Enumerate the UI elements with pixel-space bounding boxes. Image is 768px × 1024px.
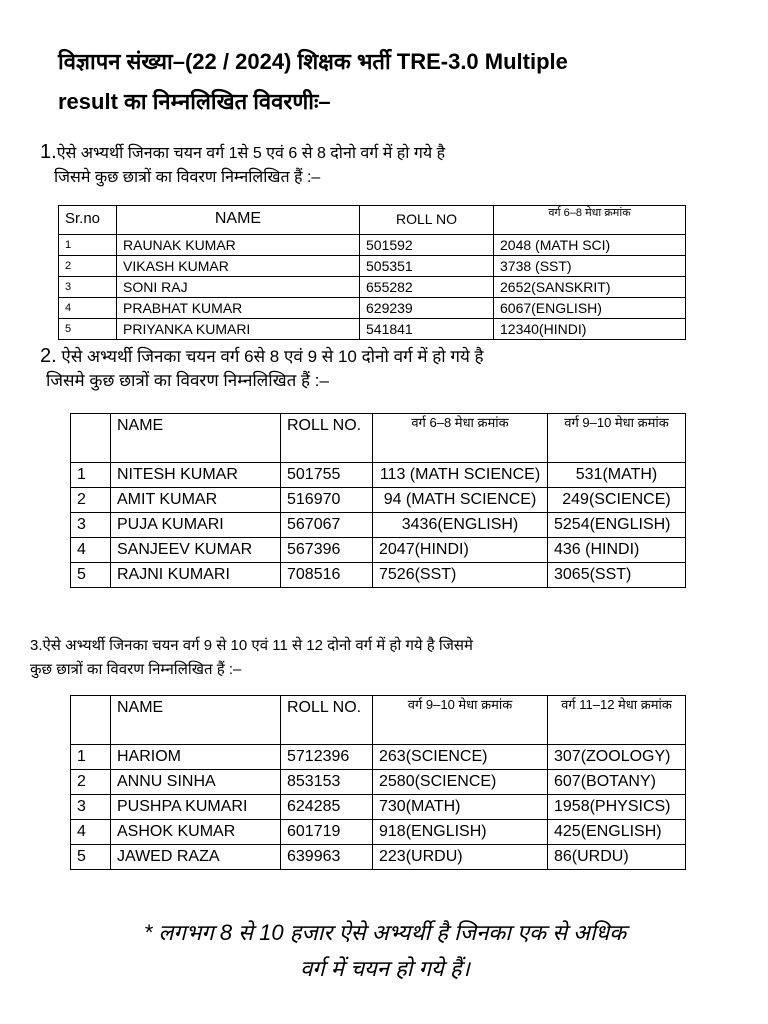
row-rank: 2652(SANSKRIT) — [494, 277, 686, 298]
col-header-name: NAME — [111, 414, 281, 463]
table-row — [59, 235, 686, 256]
col-header-srno: Sr.no — [59, 206, 117, 235]
row-roll: 501592 — [360, 235, 494, 256]
row-roll: 567396 — [281, 538, 373, 563]
row-roll: 541841 — [360, 319, 494, 340]
section-1-intro — [40, 140, 445, 190]
section-3-number: 3. — [30, 637, 43, 654]
row-roll: 624285 — [281, 795, 373, 820]
row-roll: 655282 — [360, 277, 494, 298]
row-name: PRIYANKA KUMARI — [117, 319, 360, 340]
section-1-text-line-1: ऐसे अभ्यर्थी जिनका चयन वर्ग 1से 5 एवं 6 से 8 दोनो वर्ग में हो गये है — [56, 145, 446, 162]
row-srno: 1 — [71, 745, 111, 770]
col-header-roll: ROLL NO. — [281, 696, 373, 745]
section-1-text-line-2: जिसमे कुछ छात्रों का विवरण निम्नलिखित हैं :– — [54, 169, 321, 186]
row-rank: 6067(ENGLISH) — [494, 298, 686, 319]
row-srno: 3 — [71, 513, 111, 538]
row-name: NITESH KUMAR — [111, 463, 281, 488]
table-row — [71, 488, 686, 513]
table-header-row — [71, 696, 686, 745]
table-row — [71, 820, 686, 845]
row-name: SONI RAJ — [117, 277, 360, 298]
row-rank-9-10: 249(SCIENCE) — [548, 488, 686, 513]
section-2-intro — [40, 344, 484, 393]
section-2-number: 2. — [40, 345, 57, 367]
section-3-intro — [30, 634, 690, 682]
row-srno: 2 — [71, 488, 111, 513]
row-rank-9-10: 223(URDU) — [373, 845, 548, 870]
row-rank-11-12: 607(BOTANY) — [548, 770, 686, 795]
row-srno: 3 — [71, 795, 111, 820]
section-2-text-line-1: ऐसे अभ्यर्थी जिनका चयन वर्ग 6से 8 एवं 9 से 10 दोनो वर्ग में हो गये है — [61, 347, 484, 366]
section-3-text-line-1: ऐसे अभ्यर्थी जिनका चयन वर्ग 9 से 10 एवं 11 से 12 दोनो वर्ग में हो गये है जिसमे — [42, 637, 474, 654]
col-header-rank-9-10: वर्ग 9–10 मेधा क्रमांक — [548, 414, 686, 463]
row-srno: 5 — [71, 563, 111, 588]
row-roll: 501755 — [281, 463, 373, 488]
row-roll: 5712396 — [281, 745, 373, 770]
col-header-rank-11-12: वर्ग 11–12 मेधा क्रमांक — [548, 696, 686, 745]
row-rank-9-10: 5254(ENGLISH) — [548, 513, 686, 538]
section-2-text-line-2: जिसमे कुछ छात्रों का विवरण निम्नलिखित हैं :– — [46, 371, 329, 390]
col-header-srno — [71, 414, 111, 463]
row-rank-11-12: 86(URDU) — [548, 845, 686, 870]
table-row — [71, 513, 686, 538]
table-row — [59, 277, 686, 298]
title-line-2: result का निम्नलिखित विवरणीः– — [58, 89, 331, 114]
row-name: AMIT KUMAR — [111, 488, 281, 513]
table-row — [71, 845, 686, 870]
row-roll: 853153 — [281, 770, 373, 795]
row-roll: 505351 — [360, 256, 494, 277]
section-1-number: 1. — [40, 141, 57, 163]
table-header-row — [71, 414, 686, 463]
row-srno: 4 — [71, 820, 111, 845]
section-3-text-line-2: कुछ छात्रों का विवरण निम्नलिखित हैं :– — [30, 661, 242, 678]
row-name: PRABHAT KUMAR — [117, 298, 360, 319]
row-srno: 1 — [59, 235, 117, 256]
col-header-roll: ROLL NO. — [281, 414, 373, 463]
row-rank-9-10: 918(ENGLISH) — [373, 820, 548, 845]
row-srno: 3 — [59, 277, 117, 298]
row-rank-9-10: 436 (HINDI) — [548, 538, 686, 563]
row-roll: 567067 — [281, 513, 373, 538]
row-roll: 601719 — [281, 820, 373, 845]
row-rank-6-8: 94 (MATH SCIENCE) — [373, 488, 548, 513]
row-rank-9-10: 263(SCIENCE) — [373, 745, 548, 770]
table-row — [71, 745, 686, 770]
row-rank-11-12: 1958(PHYSICS) — [548, 795, 686, 820]
row-rank-6-8: 113 (MATH SCIENCE) — [373, 463, 548, 488]
row-rank-9-10: 730(MATH) — [373, 795, 548, 820]
row-srno: 2 — [71, 770, 111, 795]
col-header-rank-9-10: वर्ग 9–10 मेधा क्रमांक — [373, 696, 548, 745]
row-rank-6-8: 2047(HINDI) — [373, 538, 548, 563]
row-srno: 1 — [71, 463, 111, 488]
row-name: HARIOM — [111, 745, 281, 770]
document-title — [58, 42, 708, 122]
row-rank: 12340(HINDI) — [494, 319, 686, 340]
row-srno: 2 — [59, 256, 117, 277]
row-rank-9-10: 531(MATH) — [548, 463, 686, 488]
row-name: RAUNAK KUMAR — [117, 235, 360, 256]
title-line-1: विज्ञापन संख्या–(22 / 2024) शिक्षक भर्ती TRE-3.0 Multiple — [58, 49, 568, 74]
table-row — [71, 795, 686, 820]
table-row — [71, 463, 686, 488]
row-name: VIKASH KUMAR — [117, 256, 360, 277]
row-rank-9-10: 3065(SST) — [548, 563, 686, 588]
row-srno: 4 — [71, 538, 111, 563]
section-2-table — [70, 413, 686, 588]
table-row — [59, 298, 686, 319]
col-header-rank-6-8: वर्ग 6–8 मेधा क्रमांक — [373, 414, 548, 463]
table-row — [59, 256, 686, 277]
row-name: SANJEEV KUMAR — [111, 538, 281, 563]
table-row — [71, 563, 686, 588]
row-roll: 516970 — [281, 488, 373, 513]
row-rank: 3738 (SST) — [494, 256, 686, 277]
table-row — [71, 538, 686, 563]
row-rank-6-8: 3436(ENGLISH) — [373, 513, 548, 538]
row-rank: 2048 (MATH SCI) — [494, 235, 686, 256]
table-row — [71, 770, 686, 795]
row-name: ASHOK KUMAR — [111, 820, 281, 845]
row-srno: 5 — [59, 319, 117, 340]
col-header-srno — [71, 696, 111, 745]
section-1-table — [58, 205, 686, 340]
footer-note-line-2: वर्ग में चयन हो गये हैं। — [300, 956, 470, 981]
col-header-name: NAME — [111, 696, 281, 745]
row-name: PUSHPA KUMARI — [111, 795, 281, 820]
row-roll: 629239 — [360, 298, 494, 319]
row-srno: 5 — [71, 845, 111, 870]
row-rank-9-10: 2580(SCIENCE) — [373, 770, 548, 795]
row-srno: 4 — [59, 298, 117, 319]
row-rank-11-12: 307(ZOOLOGY) — [548, 745, 686, 770]
row-rank-6-8: 7526(SST) — [373, 563, 548, 588]
row-roll: 639963 — [281, 845, 373, 870]
col-header-name: NAME — [117, 206, 360, 235]
section-3-table — [70, 695, 686, 870]
row-name: JAWED RAZA — [111, 845, 281, 870]
col-header-roll: ROLL NO — [360, 206, 494, 235]
footer-note — [60, 915, 710, 987]
row-roll: 708516 — [281, 563, 373, 588]
table-header-row — [59, 206, 686, 235]
row-name: RAJNI KUMARI — [111, 563, 281, 588]
footer-note-line-1: * लगभग 8 से 10 हजार ऐसे अभ्यर्थी है जिनका एक से अधिक — [143, 920, 627, 945]
row-name: ANNU SINHA — [111, 770, 281, 795]
row-rank-11-12: 425(ENGLISH) — [548, 820, 686, 845]
col-header-rank: वर्ग 6–8 मेधा क्रमांक — [494, 206, 686, 235]
table-row — [59, 319, 686, 340]
row-name: PUJA KUMARI — [111, 513, 281, 538]
